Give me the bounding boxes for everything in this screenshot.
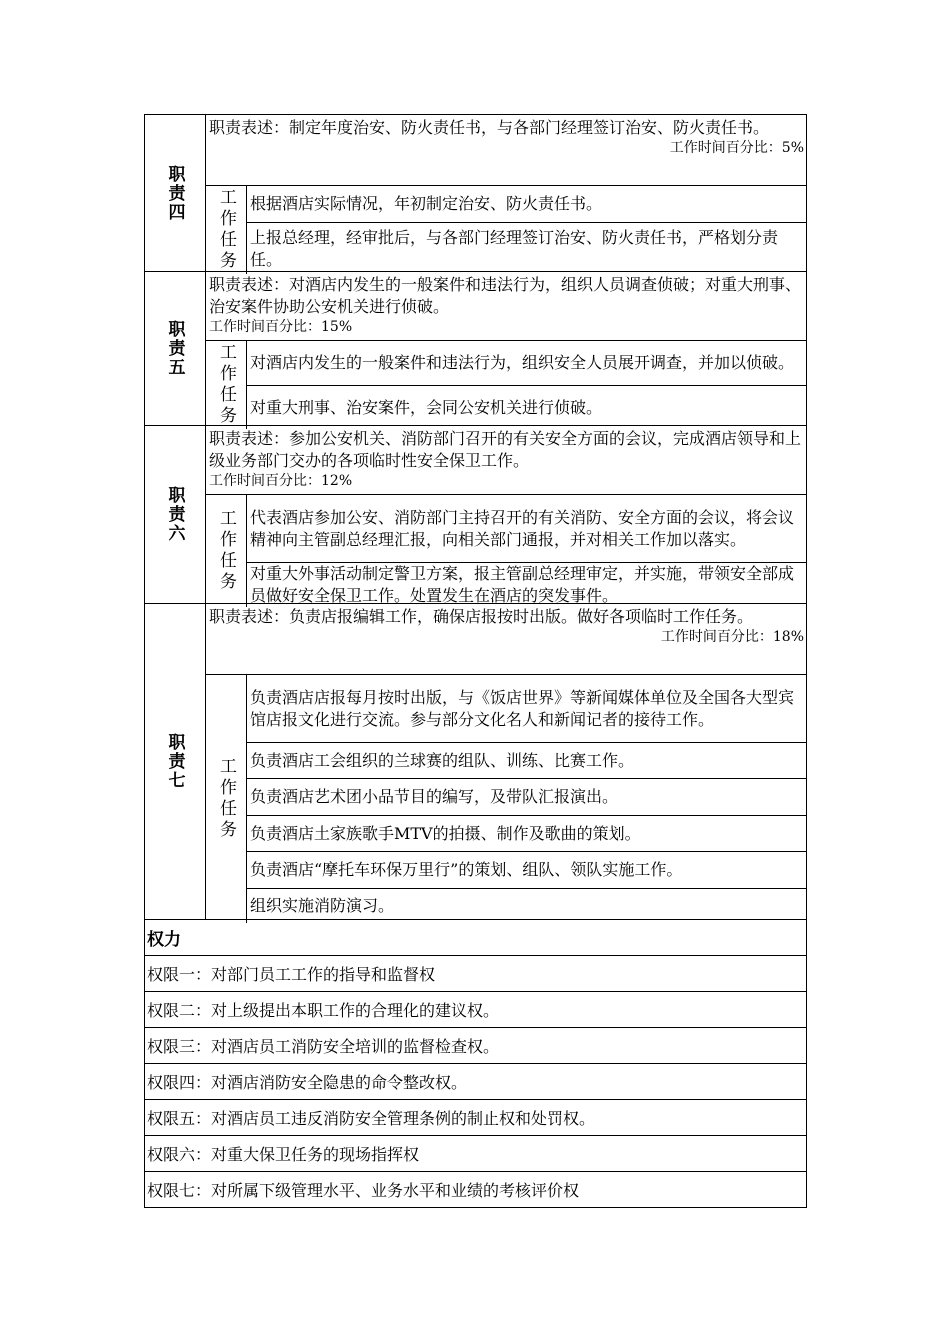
duty-description: 职责表述：负责店报编辑工作，确保店报按时出版。做好各项临时工作任务。 [209, 607, 754, 626]
power-item: 权限二：对上级提出本职工作的合理化的建议权。 [145, 992, 806, 1028]
duty-block-4 [145, 115, 806, 272]
time-percent: 工作时间百分比：15% [209, 319, 353, 335]
task-label-cell [206, 495, 247, 607]
time-percent: 工作时间百分比：18% [660, 629, 804, 645]
duty-block-6 [145, 426, 806, 604]
power-item: 权限六：对重大保卫任务的现场指挥权 [145, 1136, 806, 1172]
task-label: 工作任务 [216, 188, 236, 272]
task-item: 代表酒店参加公安、消防部门主持召开的有关消防、安全方面的会议，将会议精神向主管副总经理汇报，向相关部门通报，并对相关工作加以落实。 [247, 495, 806, 563]
task-item: 根据酒店实际情况，年初制定治安、防火责任书。 [247, 186, 806, 223]
task-item: 对重大外事活动制定警卫方案，报主管副总经理审定，并实施，带领安全部成员做好安全保卫工作。处置发生在酒店的突发事件。 [250, 564, 795, 605]
duty-label-cell [145, 604, 206, 919]
task-group [206, 495, 806, 607]
duty-label: 职责四 [164, 164, 185, 222]
duty-label: 职责七 [164, 733, 185, 790]
duty-label-cell [145, 426, 206, 603]
duty-label: 职责六 [164, 486, 185, 543]
task-group [206, 341, 806, 429]
task-item: 上报总经理，经审批后，与各部门经理签订治安、防火责任书，严格划分责任。 [250, 227, 779, 269]
powers-heading: 权力 [145, 920, 806, 956]
duty-block-5 [145, 272, 806, 426]
time-percent: 工作时间百分比：12% [209, 473, 353, 489]
duties-table [144, 114, 807, 920]
duty-label-cell [145, 272, 206, 425]
duty-description-cell [206, 272, 806, 341]
power-item: 权限四：对酒店消防安全隐患的命令整改权。 [145, 1064, 806, 1100]
duty-description: 职责表述：对酒店内发生的一般案件和违法行为，组织人员调查侦破；对重大刑事、治安案件协助公安机关进行侦破。 [209, 275, 802, 316]
job-description-sheet [144, 114, 807, 1208]
task-item: 负责酒店土家族歌手MTV的拍摄、制作及歌曲的策划。 [247, 816, 806, 852]
time-percent: 工作时间百分比：5% [669, 140, 804, 156]
task-label: 工作任务 [216, 509, 236, 593]
powers-table [144, 920, 807, 1208]
task-label: 工作任务 [216, 757, 236, 841]
duty-description-cell [206, 426, 806, 495]
duty-description: 职责表述：制定年度治安、防火责任书，与各部门经理签订治安、防火责任书。 [209, 118, 770, 137]
power-item: 权限一：对部门员工工作的指导和监督权 [145, 956, 806, 992]
power-item: 权限三：对酒店员工消防安全培训的监督检查权。 [145, 1028, 806, 1064]
duty-label-cell [145, 115, 206, 271]
duty-description-cell [206, 604, 806, 675]
power-item: 权限五：对酒店员工违反消防安全管理条例的制止权和处罚权。 [145, 1100, 806, 1136]
task-label-cell [206, 341, 247, 429]
task-item: 对酒店内发生的一般案件和违法行为，组织安全人员展开调查，并加以侦破。 [247, 341, 806, 386]
task-item: 负责酒店店报每月按时出版，与《饭店世界》等新闻媒体单位及全国各大型宾馆店报文化进行交流。参与部分文化名人和新闻记者的接待工作。 [247, 675, 806, 743]
task-group [206, 186, 806, 274]
task-item: 对重大刑事、治安案件，会同公安机关进行侦破。 [250, 397, 603, 417]
duty-description: 职责表述：参加公安机关、消防部门召开的有关安全方面的会议，完成酒店领导和上级业务部门交办的各项临时性安全保卫工作。 [209, 429, 802, 470]
duty-description-cell [206, 115, 806, 186]
task-item: 负责酒店工会组织的兰球赛的组队、训练、比赛工作。 [247, 743, 806, 779]
task-label: 工作任务 [216, 343, 236, 427]
task-label-cell [206, 186, 247, 274]
duty-block-7 [145, 604, 806, 920]
task-item: 组织实施消防演习。 [250, 896, 395, 915]
duty-label: 职责五 [164, 320, 185, 377]
power-item: 权限七：对所属下级管理水平、业务水平和业绩的考核评价权 [145, 1172, 806, 1208]
task-item: 负责酒店“摩托车环保万里行”的策划、组队、领队实施工作。 [247, 852, 806, 889]
task-group [206, 675, 806, 923]
task-label-cell [206, 675, 247, 923]
task-item: 负责酒店艺术团小品节目的编写，及带队汇报演出。 [247, 779, 806, 816]
